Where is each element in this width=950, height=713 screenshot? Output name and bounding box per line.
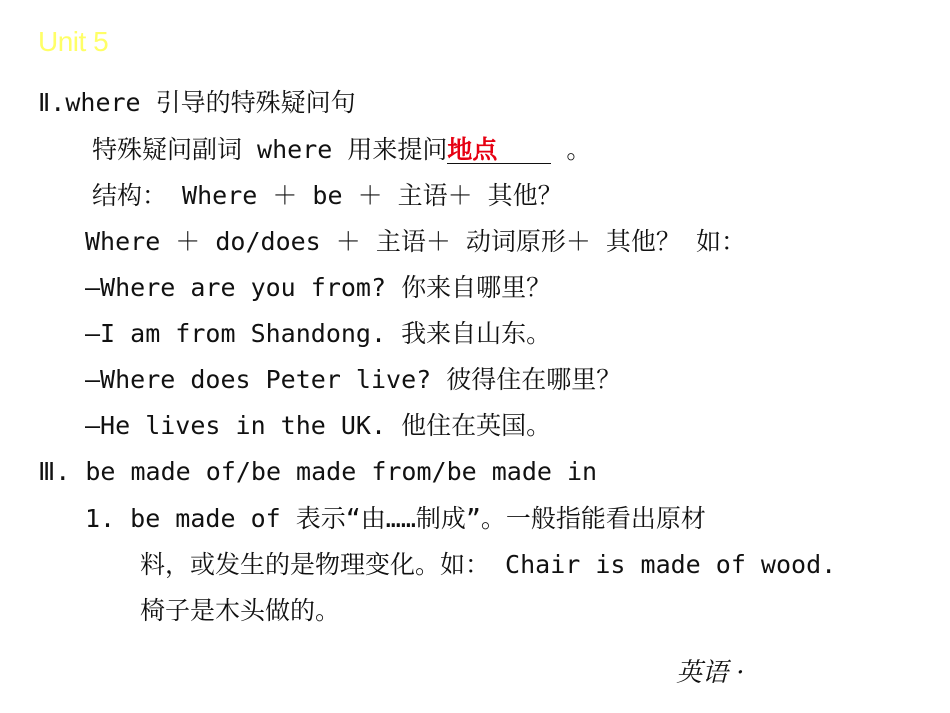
structure-do-does: Where ＋ do/does ＋ 主语＋ 动词原形＋ 其他？ 如： [85, 227, 746, 256]
example-line: —Where are you from? 你来自哪里？ [85, 273, 552, 302]
footer-label: 英语 · [676, 658, 745, 688]
where-usage-line [92, 135, 591, 165]
where-usage-end: 。 [551, 135, 592, 164]
example-line: —I am from Shandong. 我来自山东。 [85, 319, 552, 348]
unit-title: Unit 5 [38, 26, 109, 57]
section-3-title: Ⅲ. be made of/be made from/be made in [38, 457, 598, 486]
answer-blank: 地点 [447, 137, 551, 164]
point-1-line: 料，或发生的是物理变化。如： Chair is made of wood. [140, 550, 837, 579]
structure-be: 结构： Where ＋ be ＋ 主语＋ 其他？ [92, 181, 563, 210]
point-1-line: 椅子是木头做的。 [140, 596, 341, 625]
example-line: —He lives in the UK. 他住在英国。 [85, 411, 552, 440]
section-2-title: Ⅱ.where 引导的特殊疑问句 [38, 88, 356, 117]
where-usage-text: 特殊疑问副词 where 用来提问 [92, 135, 448, 164]
example-line: —Where does Peter live? 彼得住在哪里？ [85, 365, 622, 394]
point-1-line: 1. be made of 表示“由……制成”。一般指能看出原材 [85, 504, 706, 533]
